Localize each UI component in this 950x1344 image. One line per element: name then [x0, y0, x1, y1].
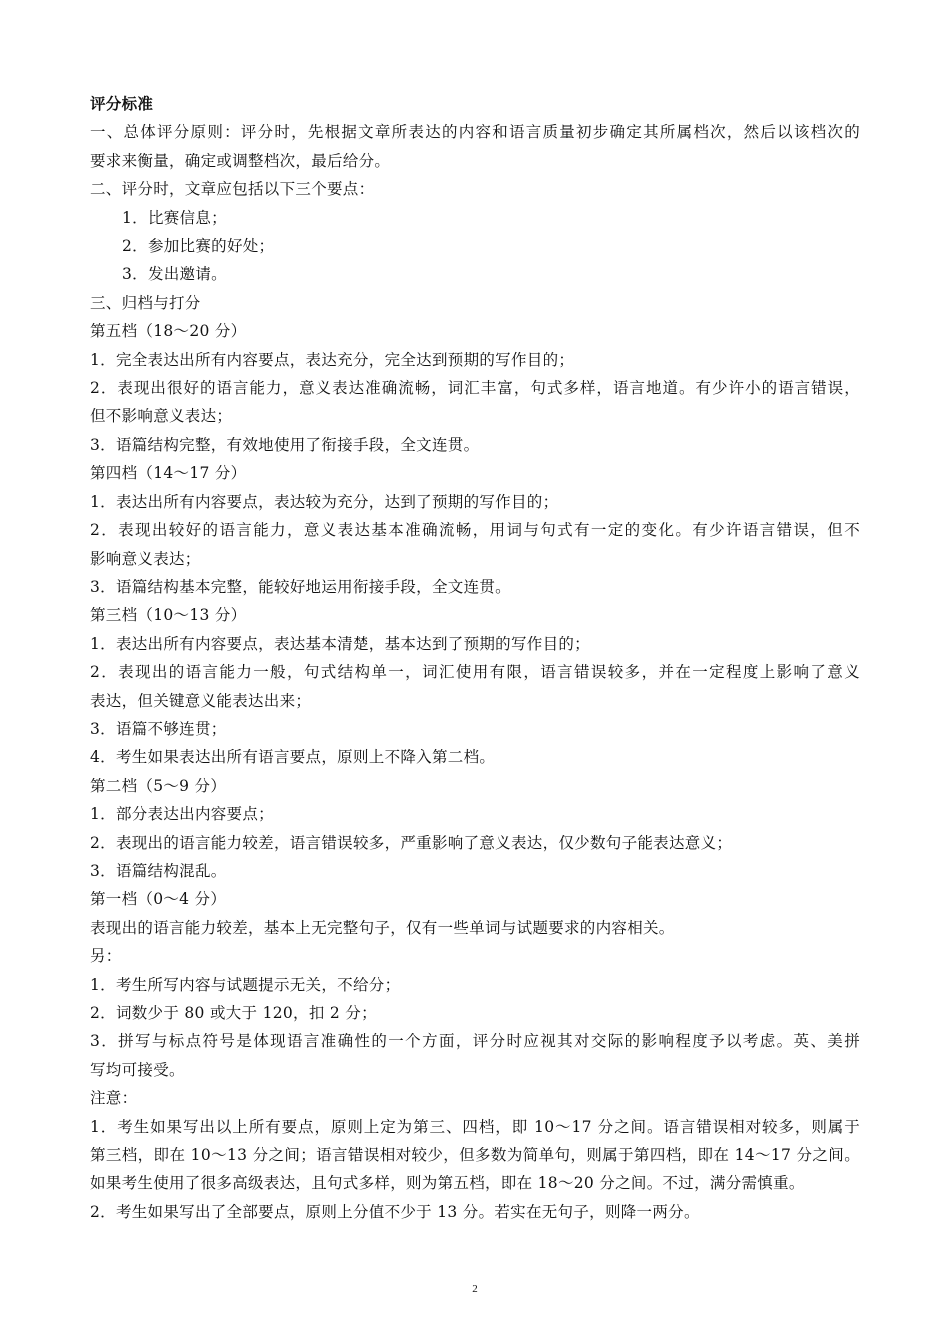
level-4-heading: 第四档（14～17 分）: [90, 464, 247, 483]
note-item-cont: 第三档，即在 10～13 分之间；语言错误相对较少，但多数为简单句，则属于第四档，即在 14～17 分之间。: [90, 1146, 860, 1165]
key-point-3: 3．发出邀请。: [122, 265, 227, 284]
level-3-item: 3．语篇不够连贯；: [90, 719, 227, 738]
document-body: [90, 90, 860, 1226]
additional-item: 2．词数少于 80 或大于 120，扣 2 分；: [90, 1004, 377, 1022]
additional-item: 3．拼写与标点符号是体现语言准确性的一个方面，评分时应视其对交际的影响程度予以考虑。英、美拼: [90, 1032, 860, 1051]
principle-1: 一、总体评分原则：评分时，先根据文章所表达的内容和语言质量初步确定其所属档次，然后以该档次的: [90, 123, 860, 142]
level-5-item: 3．语篇结构完整，有效地使用了衔接手段，全文连贯。: [90, 435, 480, 454]
level-3-item-cont: 表达，但关键意义能表达出来；: [90, 691, 312, 710]
document-title: 评分标准: [90, 94, 154, 113]
level-4-item: 2．表现出较好的语言能力，意义表达基本准确流畅，用词与句式有一定的变化。有少许语言错误，但不: [90, 521, 860, 540]
key-point-2: 2．参加比赛的好处；: [122, 237, 275, 256]
level-1-item: 表现出的语言能力较差，基本上无完整句子，仅有一些单词与试题要求的内容相关。: [90, 918, 675, 937]
level-2-item: 2．表现出的语言能力较差，语言错误较多，严重影响了意义表达，仅少数句子能表达意义；: [90, 833, 733, 852]
level-5-heading: 第五档（18～20 分）: [90, 322, 247, 341]
level-4-item: 1．表达出所有内容要点，表达较为充分，达到了预期的写作目的；: [90, 492, 559, 511]
section-heading: 三、归档与打分: [90, 293, 201, 312]
level-2-item: 1．部分表达出内容要点；: [90, 805, 274, 824]
level-5-item: 1．完全表达出所有内容要点，表达充分，完全达到预期的写作目的；: [90, 350, 575, 369]
principle-1-cont: 要求来衡量，确定或调整档次，最后给分。: [90, 151, 391, 170]
level-3-item: 4．考生如果表达出所有语言要点，原则上不降入第二档。: [90, 748, 496, 767]
level-5-item: 2．表现出很好的语言能力，意义表达准确流畅，词汇丰富，句式多样，语言地道。有少许小的语言错误，: [90, 379, 860, 398]
level-2-heading: 第二档（5～9 分）: [90, 776, 227, 795]
additional-item: 1．考生所写内容与试题提示无关，不给分；: [90, 975, 401, 994]
additional-heading: 另：: [90, 947, 122, 966]
note-item: 1．考生如果写出以上所有要点，原则上定为第三、四档，即 10～17 分之间。语言错误相对较多，则属于: [90, 1117, 860, 1136]
level-1-heading: 第一档（0～4 分）: [90, 890, 227, 909]
level-3-heading: 第三档（10～13 分）: [90, 606, 247, 625]
note-item: 2．考生如果写出了全部要点，原则上分值不少于 13 分。若实在无句子，则降一两分。: [90, 1202, 700, 1221]
level-3-item: 1．表达出所有内容要点，表达基本清楚，基本达到了预期的写作目的；: [90, 634, 590, 653]
principle-2: 二、评分时，文章应包括以下三个要点：: [90, 180, 375, 199]
note-item-cont: 如果考生使用了很多高级表达，且句式多样，则为第五档，即在 18～20 分之间。不过，满分需慎重。: [90, 1174, 805, 1193]
level-2-item: 3．语篇结构混乱。: [90, 861, 227, 880]
level-4-item: 3．语篇结构基本完整，能较好地运用衔接手段，全文连贯。: [90, 577, 511, 596]
level-4-item-cont: 影响意义表达；: [90, 549, 201, 568]
page-number: 2: [472, 1283, 478, 1295]
level-5-item-cont: 但不影响意义表达；: [90, 407, 233, 426]
key-point-1: 1．比赛信息；: [122, 208, 227, 227]
level-3-item: 2．表现出的语言能力一般，句式结构单一，词汇使用有限，语言错误较多，并在一定程度上影响了意义: [90, 663, 860, 682]
note-heading: 注意：: [90, 1089, 138, 1108]
additional-item-cont: 写均可接受。: [90, 1060, 185, 1079]
